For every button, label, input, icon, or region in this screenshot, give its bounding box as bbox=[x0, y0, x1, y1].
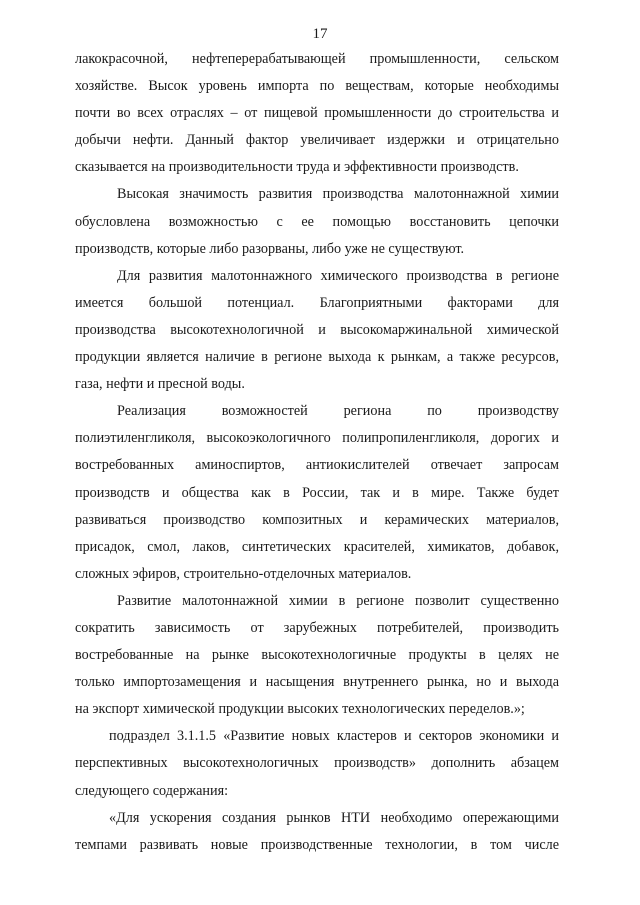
text-line: имеется большой потенциал. Благоприятными факторами для bbox=[75, 294, 559, 311]
text-line: на экспорт химической продукции высоких технологических переделов.»; bbox=[75, 701, 525, 718]
text-line: только импортозамещения и насыщения внутреннего рынка, но и выхода bbox=[75, 674, 559, 691]
text-line: «Для ускорения создания рынков НТИ необходимо опережающими bbox=[109, 809, 559, 826]
text-line: производств и общества как в России, так и в мире. Также будет bbox=[75, 484, 559, 501]
text-line: полиэтиленгликоля, высокоэкологичного полипропиленгликоля, дорогих и bbox=[75, 430, 559, 447]
text-line: газа, нефти и пресной воды. bbox=[75, 376, 245, 393]
text-line: сложных эфиров, строительно-отделочных материалов. bbox=[75, 565, 412, 582]
text-line: хозяйстве. Высок уровень импорта по веществам, которые необходимы bbox=[75, 78, 559, 95]
page-number: 17 bbox=[312, 26, 328, 42]
text-line: сократить зависимость от зарубежных потребителей, производить bbox=[75, 619, 559, 636]
document-body bbox=[75, 46, 559, 859]
text-line: Для развития малотоннажного химического производства в регионе bbox=[117, 267, 559, 284]
text-line: развиваться производство композитных и керамических материалов, bbox=[75, 511, 559, 528]
text-line: востребованных аминоспиртов, антиокислителей отвечает запросам bbox=[75, 457, 559, 474]
text-line: присадок, смол, лаков, синтетических красителей, химикатов, добавок, bbox=[75, 538, 559, 555]
text-line: производства высокотехнологичной и высокомаржинальной химической bbox=[75, 321, 559, 338]
text-line: темпами развивать новые производственные технологии, в том числе bbox=[75, 836, 559, 853]
text-line: производств, которые либо разорваны, либо уже не существуют. bbox=[75, 240, 465, 257]
text-line: следующего содержания: bbox=[75, 782, 229, 799]
text-line: Развитие малотоннажной химии в регионе позволит существенно bbox=[117, 592, 559, 609]
text-line: сказывается на производительности труда и эффективности производств. bbox=[75, 159, 519, 176]
text-line: лакокрасочной, нефтеперерабатывающей промышленности, сельском bbox=[75, 51, 559, 67]
text-line: обусловлена возможностью с ее помощью восстановить цепочки bbox=[75, 213, 559, 230]
text-line: продукции является наличие в регионе выхода к рынкам, а также ресурсов, bbox=[75, 349, 559, 366]
text-line: Реализация возможностей региона по производству bbox=[117, 403, 559, 420]
text-line: почти во всех отраслях – от пищевой промышленности до строительства и bbox=[75, 105, 559, 122]
text-line: перспективных высокотехнологичных производств» дополнить абзацем bbox=[75, 755, 559, 772]
text-line: востребованные на рынке высокотехнологичные продукты в целях не bbox=[75, 647, 559, 664]
text-line: добычи нефти. Данный фактор увеличивает издержки и отрицательно bbox=[75, 132, 559, 149]
text-line: Высокая значимость развития производства малотоннажной химии bbox=[117, 186, 559, 203]
text-line: подраздел 3.1.1.5 «Развитие новых кластеров и секторов экономики и bbox=[109, 728, 559, 745]
